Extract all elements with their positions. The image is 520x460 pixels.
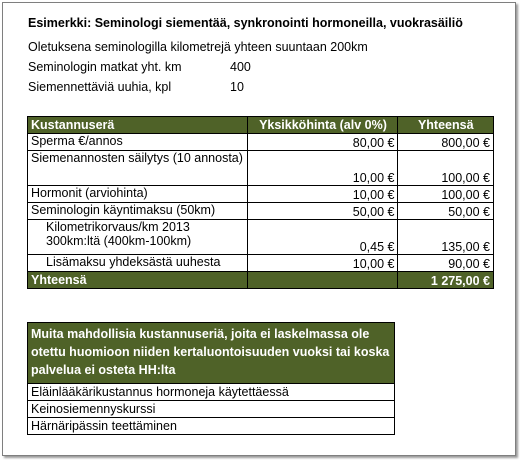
fact-row bbox=[28, 80, 244, 94]
fact-row bbox=[28, 60, 251, 74]
other-costs-table bbox=[27, 322, 395, 435]
table-row bbox=[28, 151, 494, 186]
intro-text: Oletuksena seminologilla kilometrejä yhteen suuntaan 200km bbox=[28, 40, 368, 54]
row-total: 50,00 € bbox=[398, 203, 494, 220]
total-row bbox=[28, 272, 494, 289]
row-unit-price: 0,45 € bbox=[248, 220, 398, 255]
row-total: 135,00 € bbox=[398, 220, 494, 255]
list-item bbox=[28, 418, 395, 435]
row-unit-price: 10,00 € bbox=[248, 186, 398, 203]
row-unit-price: 80,00 € bbox=[248, 134, 398, 151]
fact-label: Seminologin matkat yht. km bbox=[28, 60, 182, 74]
row-label: Seminologin käyntimaksu (50km) bbox=[28, 203, 248, 220]
document-title: Esimerkki: Seminologi siementää, synkronointi hormoneilla, vuokrasäiliö bbox=[28, 16, 463, 30]
cost-table-header bbox=[28, 117, 494, 134]
header-unit-price: Yksikköhinta (alv 0%) bbox=[248, 117, 398, 134]
total-value: 1 275,00 € bbox=[398, 272, 494, 289]
header-total: Yhteensä bbox=[398, 117, 494, 134]
row-total: 90,00 € bbox=[398, 255, 494, 272]
row-label: Hormonit (arviohinta) bbox=[28, 186, 248, 203]
row-total: 800,00 € bbox=[398, 134, 494, 151]
row-label: Kilometrikorvaus/km 2013 300km:ltä (400km-100km) bbox=[28, 220, 248, 255]
row-unit-price: 10,00 € bbox=[248, 151, 398, 186]
row-unit-price: 50,00 € bbox=[248, 203, 398, 220]
header-cost-item: Kustannuserä bbox=[28, 117, 248, 134]
list-item bbox=[28, 401, 395, 418]
row-total: 100,00 € bbox=[398, 186, 494, 203]
total-label: Yhteensä bbox=[28, 272, 248, 289]
cost-table bbox=[27, 116, 494, 289]
table-row bbox=[28, 134, 494, 151]
table-row bbox=[28, 255, 494, 272]
row-label: Siemenannosten säilytys (10 annosta) bbox=[28, 151, 248, 186]
table-row bbox=[28, 203, 494, 220]
other-costs-header: Muita mahdollisia kustannuseriä, joita ei laskelmassa ole otettu huomioon niiden kertaluontoisuuden vuoksi tai koska palvelua ei osteta HH:lta bbox=[28, 323, 395, 384]
list-item bbox=[28, 384, 395, 401]
total-empty-cell bbox=[248, 272, 398, 289]
other-cost-item: Eläinlääkärikustannus hormoneja käytettäessä bbox=[28, 384, 395, 401]
row-label: Lisämaksu yhdeksästä uuhesta bbox=[28, 255, 248, 272]
row-label: Sperma €/annos bbox=[28, 134, 248, 151]
row-unit-price: 10,00 € bbox=[248, 255, 398, 272]
table-row bbox=[28, 186, 494, 203]
other-cost-item: Härnäripässin teettäminen bbox=[28, 418, 395, 435]
fact-value: 10 bbox=[230, 80, 244, 94]
row-total: 100,00 € bbox=[398, 151, 494, 186]
fact-value: 400 bbox=[230, 60, 251, 74]
other-cost-item: Keinosiemennyskurssi bbox=[28, 401, 395, 418]
table-row bbox=[28, 220, 494, 255]
fact-label: Siemennettäviä uuhia, kpl bbox=[28, 80, 172, 94]
